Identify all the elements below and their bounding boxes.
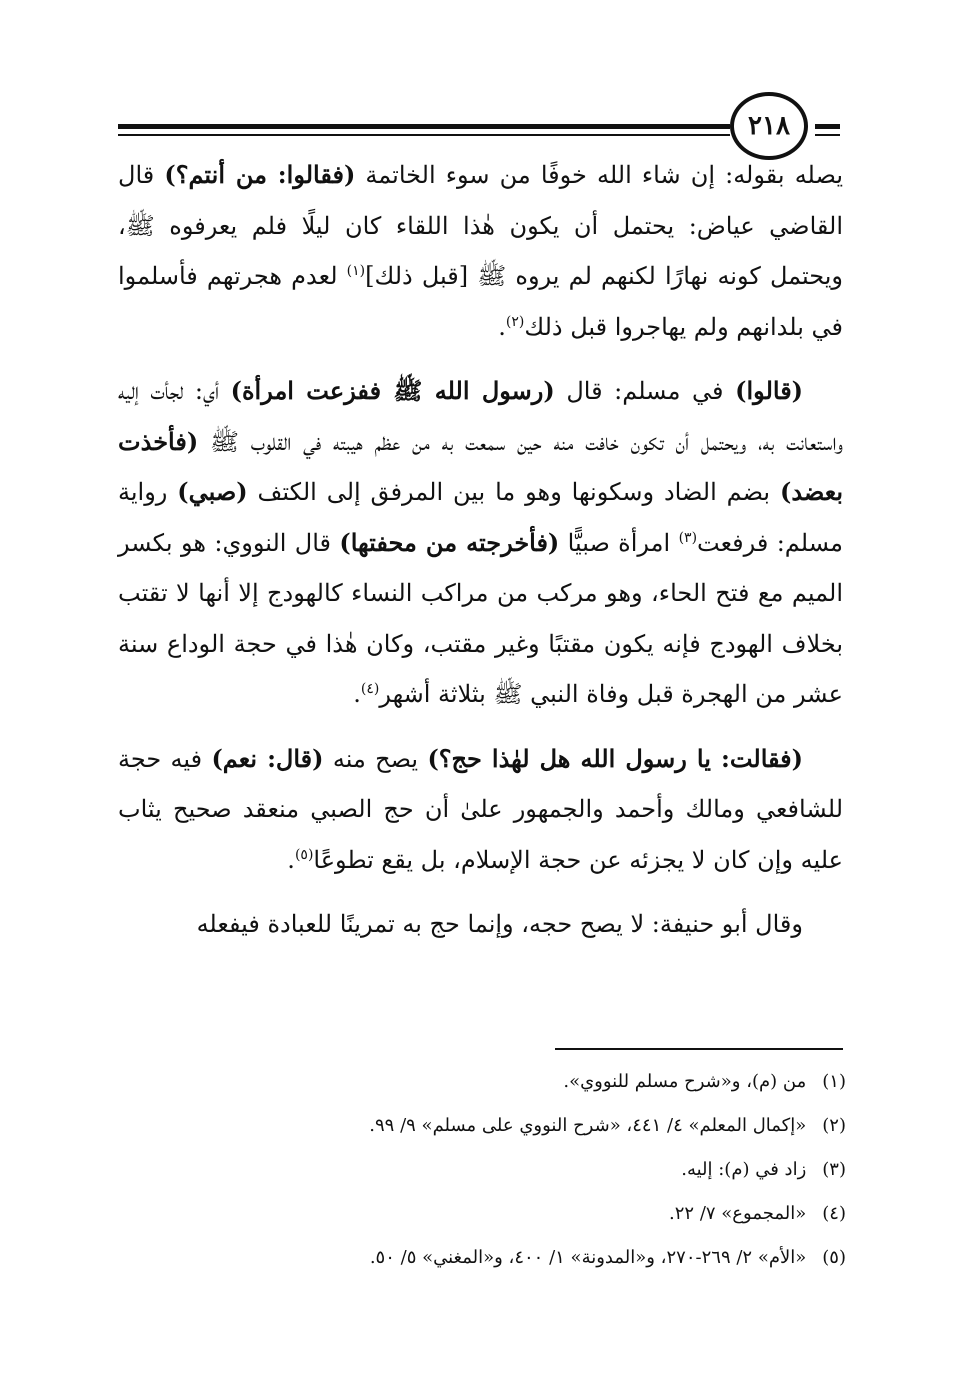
text-run: قال القاضي عياض: يحتمل أن يكون هٰذا اللقاء كان ليلًا فلم يعرفوه ﷺ، ويحتمل كونه نهارًا لكنهم لم يروه ﷺ [قبل ذلك] <box>118 161 844 290</box>
footnote <box>118 1104 846 1148</box>
footnote-marker: (٣) <box>678 529 698 546</box>
footnote-text: زاد في (م): إليه. <box>681 1159 807 1180</box>
text-run: . <box>353 680 361 708</box>
footnote-text: من (م)، و«شرح مسلم للنووي». <box>563 1071 807 1092</box>
footnote-text: «إكمال المعلم» ٤/ ٤٤١، «شرح النووي على مسلم» ٩/ ٩٩. <box>369 1115 807 1136</box>
paragraph <box>118 366 843 720</box>
text-run: يصله بقوله: إن شاء الله خوفًا من سوء الخاتمة <box>355 161 843 189</box>
text-run: فيه حجة للشافعي ومالك وأحمد والجمهور علىٰ أن حج الصبي منعقد صحيح يثاب عليه وإن كان لا يجزئه عن حجة الإسلام، بل يقع تطوعًا <box>118 744 844 874</box>
bold-quote: (فأخرجته من محفتها) <box>339 527 560 557</box>
bold-quote: (فقالت: يا رسول الله هل لهٰذا حج؟) <box>427 743 803 773</box>
main-text <box>118 150 843 964</box>
bold-quote: (فأخذت بعضد) <box>118 426 843 506</box>
paragraph <box>118 734 843 886</box>
header-rule-thick <box>118 124 730 129</box>
text-run: لعدم هجرتهم فأسلموا في بلدانهم ولم يهاجروا قبل ذلك <box>118 262 843 341</box>
header-rule-right-thick <box>815 124 840 129</box>
footnote-marker: (٥) <box>294 846 314 863</box>
bold-quote: (رسول الله ﷺ ففزعت امرأة) <box>230 376 555 405</box>
page-header <box>0 0 958 170</box>
text-run: بضم الضاد وسكونها وهو ما بين المرفق إلى الكتف <box>247 478 780 506</box>
footnote-number: (٥) <box>822 1247 846 1268</box>
bold-quote: (صبي) <box>177 477 248 506</box>
footnote-number: (٢) <box>822 1115 846 1136</box>
text-run: يصح منه <box>323 744 428 773</box>
text-run: في مسلم: قال <box>554 377 736 405</box>
text-run: وقال أبو حنيفة: لا يصح حجه، وإنما حج به تمرينًا للعبادة فيفعله <box>196 910 803 938</box>
footnote <box>118 1148 846 1192</box>
text-run: . <box>287 845 295 874</box>
footnote-text: «المجموع» ٧/ ٢٢. <box>669 1203 807 1224</box>
footnote-marker: (٢) <box>505 313 525 330</box>
footnote-text: «الأم» ٢/ ٢٦٩-٢٧٠، و«المدونة» ١/ ٤٠٠، و«المغني» ٥/ ٥٠. <box>369 1247 807 1268</box>
footnote-number: (٣) <box>822 1159 846 1180</box>
header-rule-right-thin <box>815 134 840 136</box>
text-run: أي: لجأت إليه واستعانت به، ويحتمل أن تكون خافت منه حين سمعت به من عظم هيبته في القلوب ﷺ <box>118 377 843 456</box>
header-rule-thin <box>118 134 730 136</box>
bold-quote: (قال: نعم) <box>211 743 324 773</box>
footnote <box>118 1236 846 1280</box>
footnote-number: (١) <box>822 1071 846 1092</box>
footnotes <box>118 1060 846 1280</box>
footnote <box>118 1060 846 1104</box>
page-number: ٢١٨ <box>730 92 808 160</box>
text-run: رواية مسلم: فرفعت <box>118 478 843 557</box>
text-run: . <box>498 312 506 341</box>
footnote-separator <box>555 1048 843 1050</box>
paragraph <box>118 899 843 950</box>
footnote-marker: (١) <box>346 263 366 279</box>
footnote-number: (٤) <box>822 1203 846 1224</box>
footnote-marker: (٤) <box>360 681 380 697</box>
text-run: امرأة صبيًّا <box>559 528 679 557</box>
text-run: قال النووي: هو بكسر الميم مع فتح الحاء، وهو مركب من مراكب النساء كالهودج إلا أنها لا تقتب بخلاف الهودج فإنه يكون مقتبًا وغير مقتب، وكان هٰذا في حجة الوداع سنة عشر من الهجرة قبل وفاة النبي ﷺ بثلاثة أشهر <box>118 528 843 708</box>
footnote <box>118 1192 846 1236</box>
bold-quote: (قالوا) <box>735 376 804 405</box>
paragraph <box>118 150 843 352</box>
bold-quote: (فقالوا: من أنتم؟) <box>164 160 356 189</box>
